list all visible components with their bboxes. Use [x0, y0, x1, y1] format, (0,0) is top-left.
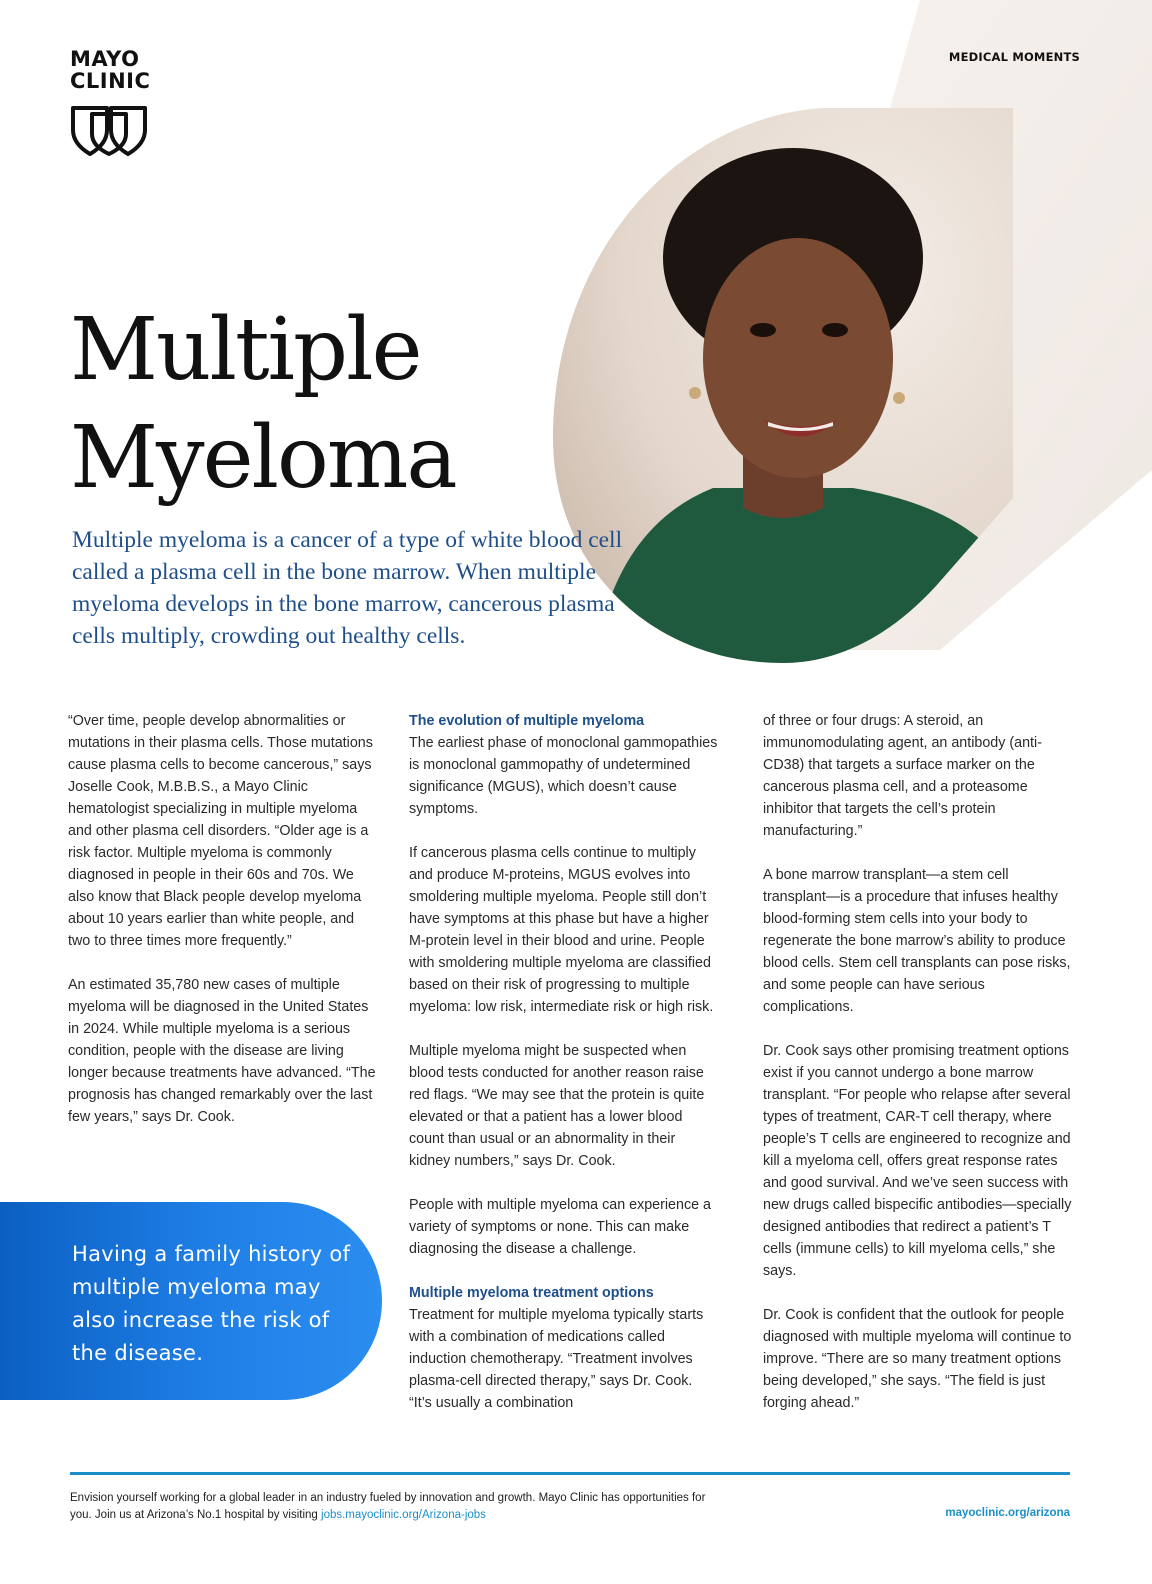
col3-paragraph-4: Dr. Cook is confident that the outlook for people diagnosed with multiple myeloma will continue to improve. “There are so many treatment options being developed,” she says. “The field is just forging ahead.” — [763, 1307, 1072, 1411]
website-link[interactable]: mayoclinic.org/arizona — [945, 1507, 1070, 1519]
title-line1: Multiple — [70, 300, 421, 400]
article-column-3 — [763, 710, 1073, 1436]
heading-evolution: The evolution of multiple myeloma — [409, 713, 645, 729]
logo-wordmark-line2: CLINIC — [70, 69, 151, 93]
col1-paragraph-1: “Over time, people develop abnormalities or mutations in their plasma cells. Those mutations cause plasma cells to become cancerous,” says Joselle Cook, M.B.B.S., a Mayo Clinic hematologist specializing in multiple myeloma and other plasma cell disorders. “Older age is a risk factor. Multiple myeloma is commonly diagnosed in people in their 60s and 70s. We also know that Black people develop myeloma about 10 years earlier than white people, and two to three times more frequently.” — [68, 713, 373, 949]
article-column-1 — [68, 710, 378, 1150]
pull-quote-text: Having a family history of multiple myeloma may also increase the risk of the disease. — [72, 1242, 351, 1365]
col3-paragraph-3: Dr. Cook says other promising treatment options exist if you cannot undergo a bone marrow transplant. “For people who relapse after several types of treatment, CAR-T cell therapy, where people’s T cells are engineered to recognize and kill a myeloma cell, offers great response rates and good survival. And we’ve seen success with new drugs called bispecific antibodies—specially designed antibodies that redirect a patient’s T cells (immune cells) to kill myeloma cells,” she says. — [763, 1043, 1072, 1279]
col2-paragraph-3: Multiple myeloma might be suspected when blood tests conducted for another reason raise red flags. “We may see that the protein is quite elevated or that a patient has a lower blood count than usual or an abnormality in their kidney numbers,” says Dr. Cook. — [409, 1043, 705, 1169]
logo-wordmark-line1: MAYO — [70, 47, 140, 71]
footer-recruiting-text — [70, 1490, 710, 1524]
col1-paragraph-2: An estimated 35,780 new cases of multiple myeloma will be diagnosed in the United States in 2024. While multiple myeloma is a serious condition, people with the disease are living longer because treatments have advanced. “The prognosis has changed remarkably over the last few years,” says Dr. Cook. — [68, 977, 376, 1125]
article-column-2 — [409, 710, 719, 1436]
col2-paragraph-1: The earliest phase of monoclonal gammopathies is monoclonal gammopathy of undetermined significance (MGUS), which doesn’t cause symptoms. — [409, 735, 718, 817]
shield-logo-icon — [70, 104, 148, 158]
intro-lede: Multiple myeloma is a cancer of a type of white blood cell called a plasma cell in the bone marrow. When multiple myeloma develops in the bone marrow, cancerous plasma cells multiply, crowding out healthy cells. — [72, 527, 623, 649]
col3-paragraph-1: of three or four drugs: A steroid, an immunomodulating agent, an antibody (anti-CD38) that targets a surface marker on the cancerous plasma cell, and a proteasome inhibitor that targets the cell’s protein manufacturing.” — [763, 713, 1042, 839]
col3-paragraph-2: A bone marrow transplant—a stem cell transplant—is a procedure that infuses healthy blood-forming stem cells into your body to regenerate the bone marrow’s ability to produce blood cells. Stem cell transplants can pose risks, and some people can have serious complications. — [763, 867, 1071, 1015]
col2-paragraph-4: People with multiple myeloma can experience a variety of symptoms or none. This can make diagnosing the disease a challenge. — [409, 1197, 711, 1257]
footer-divider — [70, 1472, 1070, 1475]
section-label: MEDICAL MOMENTS — [948, 50, 1080, 64]
jobs-link[interactable]: jobs.mayoclinic.org/Arizona-jobs — [321, 1509, 486, 1521]
col2-paragraph-2: If cancerous plasma cells continue to multiply and produce M-proteins, MGUS evolves into smoldering multiple myeloma. People still don’t have symptoms at this phase but have a higher M-protein level in their blood and urine. People with smoldering multiple myeloma are classified based on their risk of progressing to multiple myeloma: low risk, intermediate risk or high risk. — [409, 845, 714, 1015]
title-line2: Myeloma — [70, 408, 456, 508]
heading-treatment-options: Multiple myeloma treatment options — [409, 1285, 654, 1301]
page-title — [70, 296, 456, 512]
mayo-clinic-logo — [70, 48, 170, 158]
footer-text-body: Envision yourself working for a global leader in an industry fueled by innovation and growth. Mayo Clinic has opportunities for you. Join us at Arizona’s No.1 hospital by visiting — [70, 1492, 706, 1521]
col2-paragraph-5: Treatment for multiple myeloma typically starts with a combination of medications called induction chemotherapy. “Treatment involves plasma-cell directed therapy,” says Dr. Cook. “It’s usually a combination — [409, 1307, 704, 1411]
